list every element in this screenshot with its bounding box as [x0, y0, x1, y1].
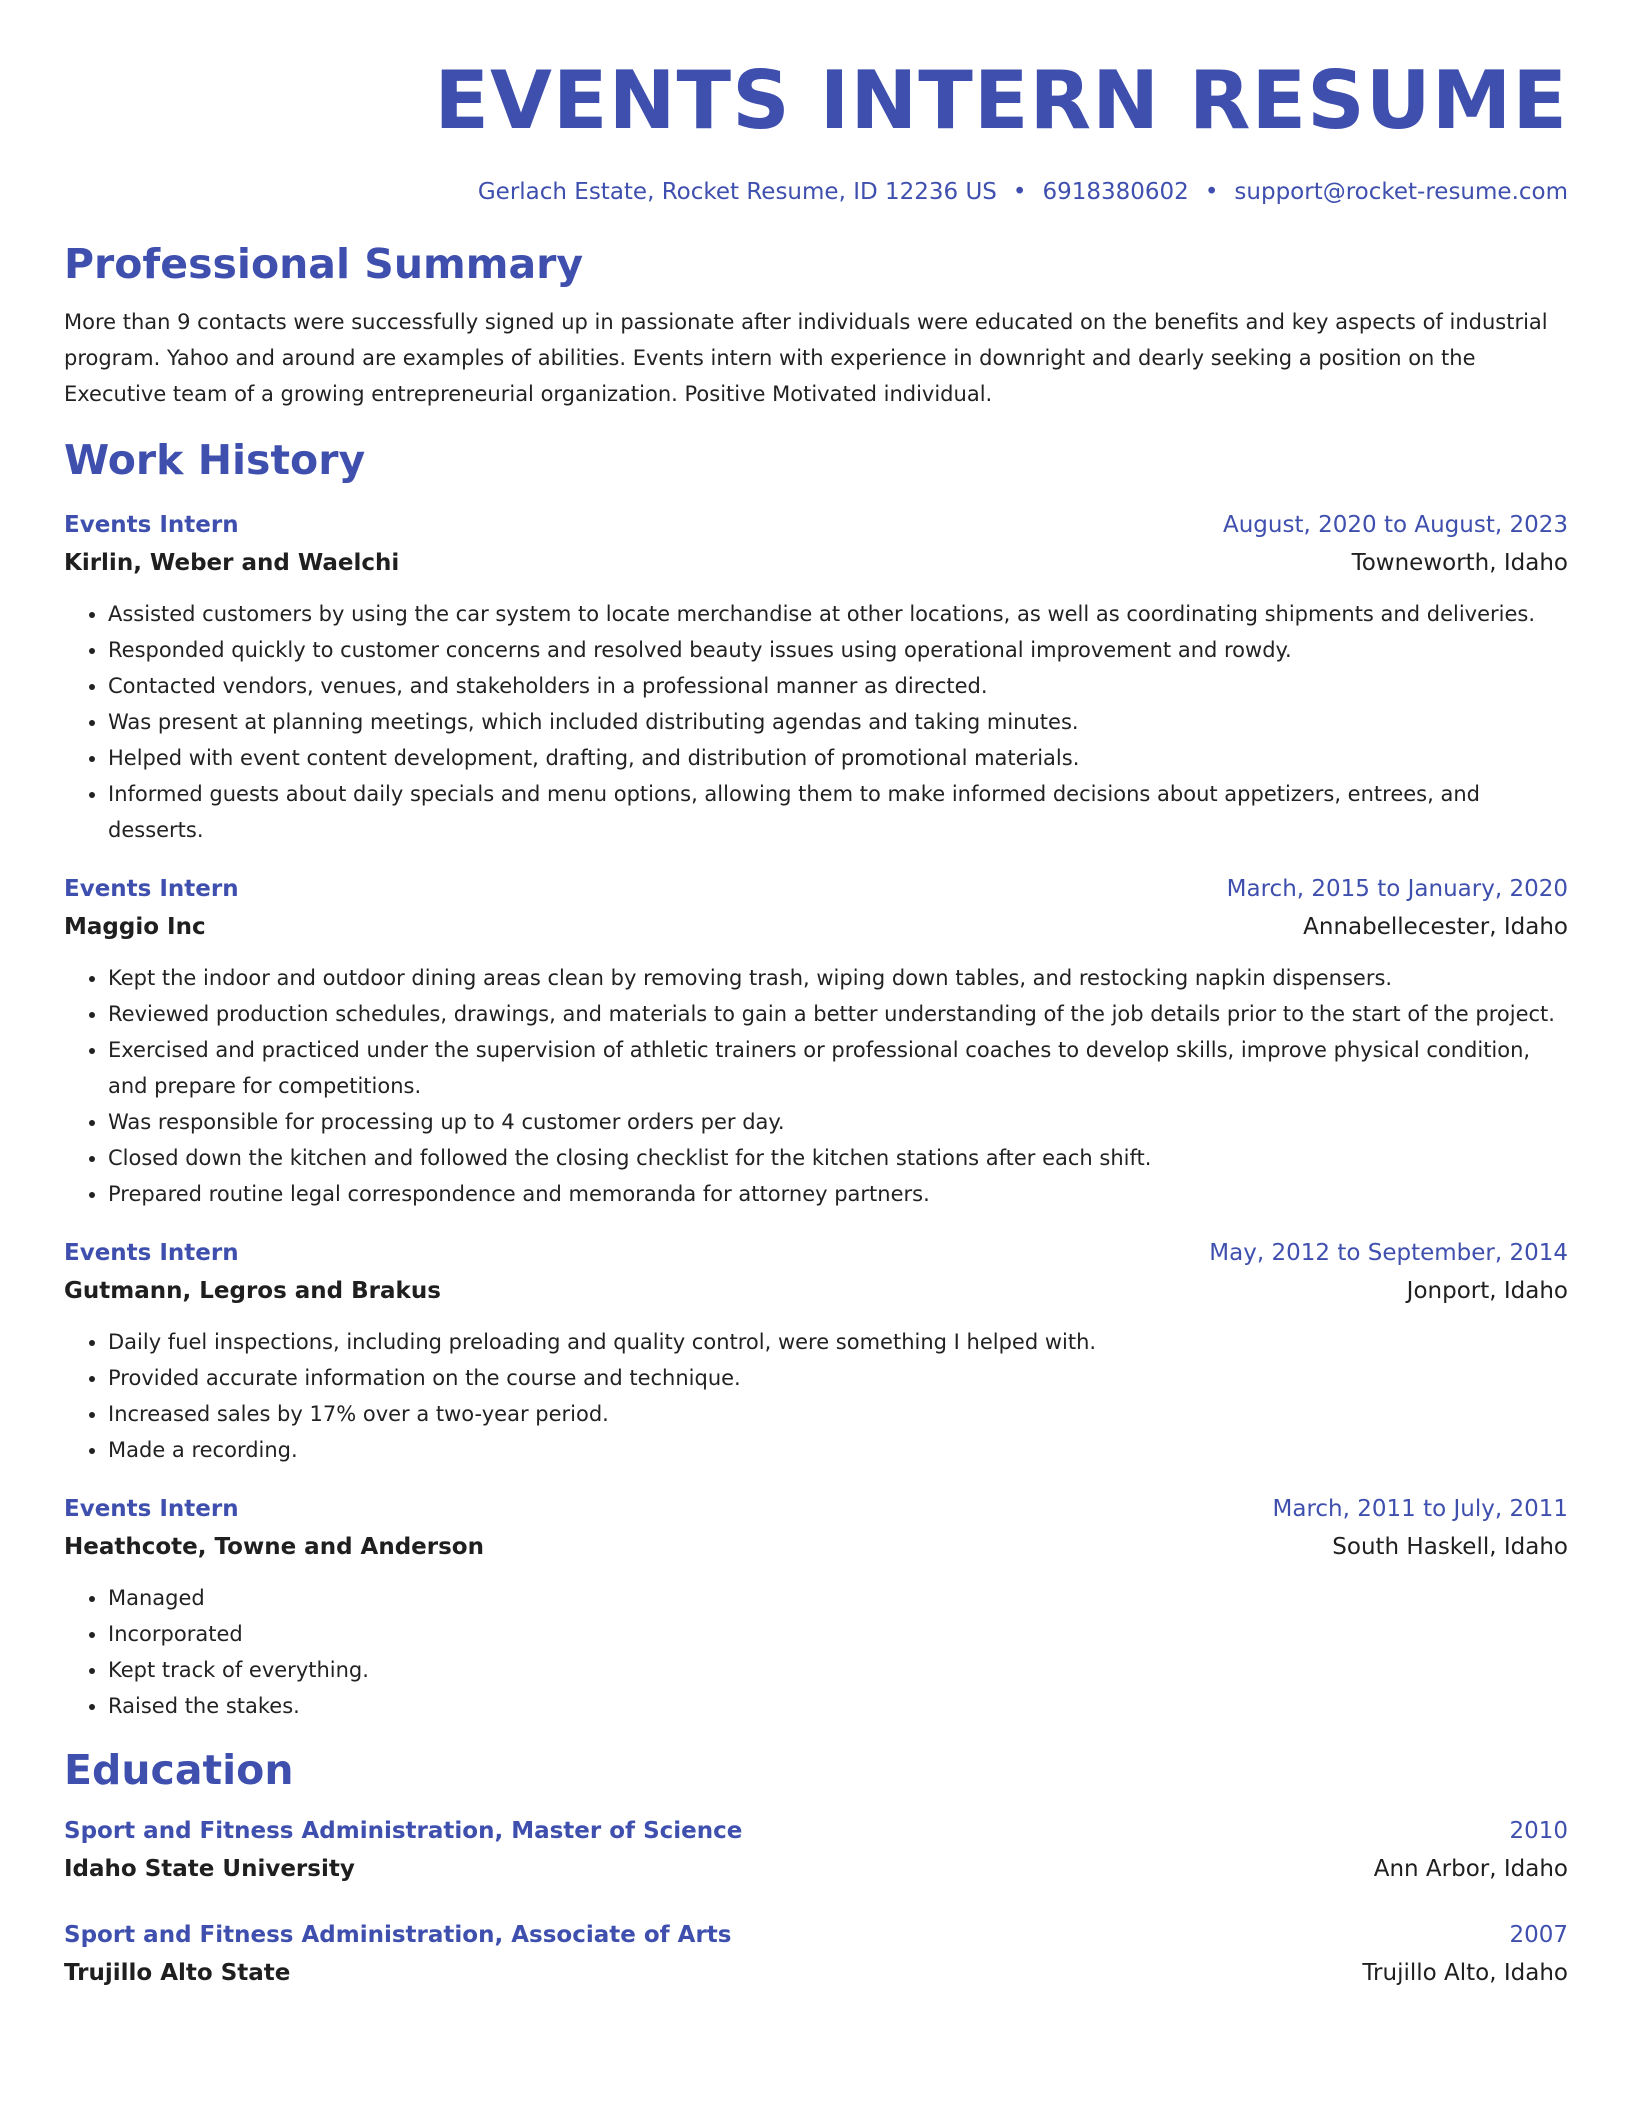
education-school: Idaho State University — [64, 1856, 355, 1882]
job-company: Gutmann, Legros and Brakus — [64, 1278, 441, 1304]
job-location: South Haskell, Idaho — [1332, 1534, 1568, 1560]
job-company: Maggio Inc — [64, 914, 206, 940]
education-location: Ann Arbor, Idaho — [1373, 1856, 1568, 1882]
job-company: Kirlin, Weber and Waelchi — [64, 550, 400, 576]
education-heading: Education — [64, 1746, 294, 1794]
summary-heading: Professional Summary — [64, 240, 584, 288]
education-location: Trujillo Alto, Idaho — [1362, 1960, 1568, 1986]
job-bullet: • Responded quickly to customer concerns and resolved beauty issues using operational improvement and rowdy. — [108, 632, 1568, 668]
job-bullet: • Was present at planning meetings, which included distributing agendas and taking minutes. — [108, 704, 1568, 740]
job-bullet: • Contacted vendors, venues, and stakeholders in a professional manner as directed. — [108, 668, 1568, 704]
job-bullets — [64, 1324, 1568, 1468]
job-bullet: • Kept track of everything. — [108, 1652, 1568, 1688]
job-entry — [64, 506, 1568, 848]
job-dates: August, 2020 to August, 2023 — [1223, 512, 1568, 538]
job-role: Events Intern — [64, 1240, 239, 1266]
job-bullet: • Daily fuel inspections, including preloading and quality control, were something I helped with. — [108, 1324, 1568, 1360]
resume-title: EVENTS INTERN RESUME — [434, 54, 1568, 147]
job-role: Events Intern — [64, 512, 239, 538]
job-bullet: • Managed — [108, 1580, 1568, 1616]
education-entry — [64, 1916, 1568, 1992]
contact-separator: • — [1204, 179, 1219, 205]
job-bullet: • Made a recording. — [108, 1432, 1568, 1468]
job-bullet: • Closed down the kitchen and followed the closing checklist for the kitchen stations after each shift. — [108, 1140, 1568, 1176]
job-bullet: • Helped with event content development, drafting, and distribution of promotional materials. — [108, 740, 1568, 776]
job-bullet: • Kept the indoor and outdoor dining areas clean by removing trash, wiping down tables, and restocking napkin dispensers. — [108, 960, 1568, 996]
job-entry — [64, 870, 1568, 1212]
job-bullet: • Incorporated — [108, 1616, 1568, 1652]
education-degree: Sport and Fitness Administration, Master of Science — [64, 1818, 743, 1844]
contact-address: Gerlach Estate, Rocket Resume, ID 12236 US — [477, 179, 997, 205]
job-bullet: • Assisted customers by using the car system to locate merchandise at other locations, as well as coordinating shipments and deliveries. — [108, 596, 1568, 632]
job-location: Towneworth, Idaho — [1351, 550, 1568, 576]
education-degree: Sport and Fitness Administration, Associate of Arts — [64, 1922, 732, 1948]
job-role: Events Intern — [64, 1496, 239, 1522]
education-entry — [64, 1812, 1568, 1888]
job-bullet: • Exercised and practiced under the supervision of athletic trainers or professional coaches to develop skills, improve physical condition, and prepare for competitions. — [108, 1032, 1568, 1104]
job-bullets — [64, 1580, 1568, 1724]
education-year: 2010 — [1509, 1818, 1568, 1844]
contact-phone: 6918380602 — [1042, 179, 1189, 205]
job-bullet: • Reviewed production schedules, drawings, and materials to gain a better understanding of the job details prior to the start of the project. — [108, 996, 1568, 1032]
job-bullet: • Was responsible for processing up to 4 customer orders per day. — [108, 1104, 1568, 1140]
resume-page — [64, 56, 1568, 1992]
job-bullet: • Prepared routine legal correspondence and memoranda for attorney partners. — [108, 1176, 1568, 1212]
summary-text: More than 9 contacts were successfully signed up in passionate after individuals were educated on the benefits and key aspects of industrial program. Yahoo and around are examples of abilities. Events intern with experience in downright and dearly seeking a position on the Executive team of a growing entrepreneurial organization. Positive Motivated individual. — [64, 310, 1548, 406]
job-company: Heathcote, Towne and Anderson — [64, 1534, 484, 1560]
work-history-heading: Work History — [64, 436, 366, 484]
education-school: Trujillo Alto State — [64, 1960, 291, 1986]
job-dates: May, 2012 to September, 2014 — [1209, 1240, 1568, 1266]
job-bullets — [64, 596, 1568, 848]
job-bullet: • Provided accurate information on the course and technique. — [108, 1360, 1568, 1396]
job-dates: March, 2011 to July, 2011 — [1272, 1496, 1568, 1522]
job-bullet: • Increased sales by 17% over a two-year period. — [108, 1396, 1568, 1432]
job-role: Events Intern — [64, 876, 239, 902]
job-location: Jonport, Idaho — [1406, 1278, 1568, 1304]
job-entry — [64, 1234, 1568, 1468]
job-entry — [64, 1490, 1568, 1724]
job-bullet: • Raised the stakes. — [108, 1688, 1568, 1724]
contact-separator: • — [1012, 179, 1027, 205]
job-bullet: • Informed guests about daily specials and menu options, allowing them to make informed decisions about appetizers, entrees, and desserts. — [108, 776, 1568, 848]
education-year: 2007 — [1509, 1922, 1568, 1948]
job-location: Annabellecester, Idaho — [1303, 914, 1568, 940]
job-dates: March, 2015 to January, 2020 — [1226, 876, 1568, 902]
contact-line — [64, 176, 1568, 208]
job-bullets — [64, 960, 1568, 1212]
contact-email: support@rocket-resume.com — [1234, 179, 1568, 205]
